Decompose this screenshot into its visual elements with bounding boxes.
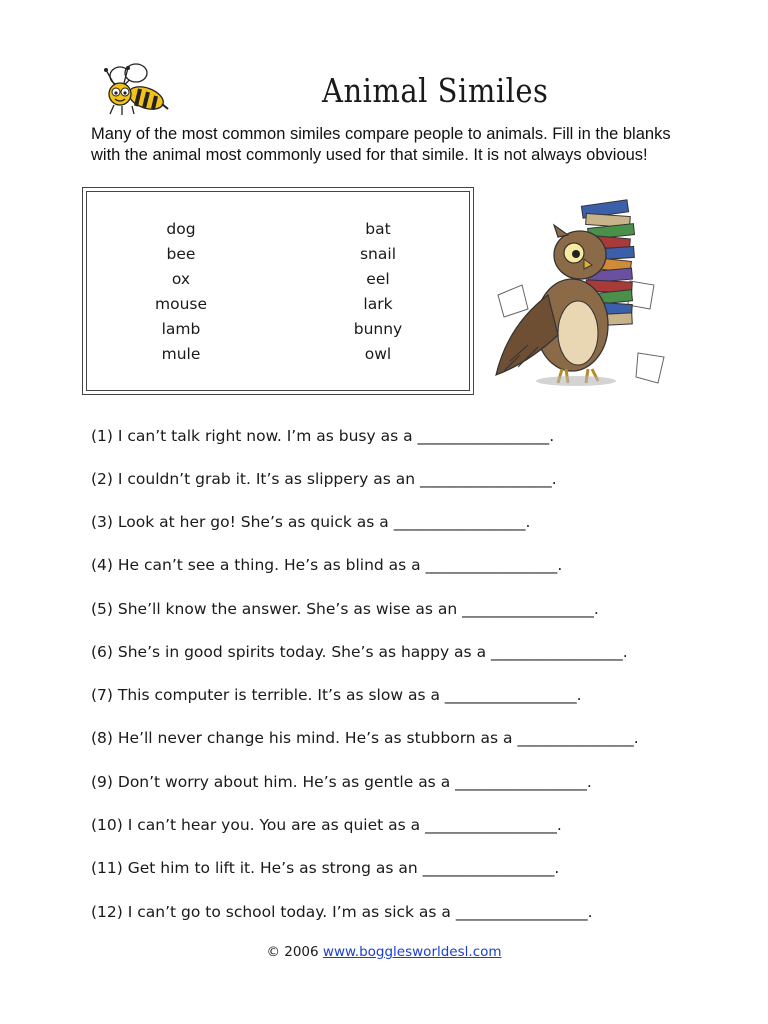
owl-with-books-illustration [488, 185, 672, 395]
copyright-text: © 2006 [266, 944, 319, 960]
word-bank-column-2 [338, 217, 418, 367]
exercise-item: (11) Get him to lift it. He’s as strong as an _________________. [91, 859, 560, 877]
word-bank-item: dog [166, 220, 196, 238]
word-bank-item: eel [366, 270, 390, 288]
instructions-text: Many of the most common similes compare people to animals. Fill in the blanks with the animal most commonly used for that simile. It is not always obvious! [91, 125, 671, 164]
exercise-item: (5) She’ll know the answer. She’s as wise as an _________________. [91, 600, 599, 618]
bee-icon [98, 62, 170, 118]
exercise-item: (2) I couldn’t grab it. It’s as slippery as an _________________. [91, 470, 557, 488]
word-bank-item: bunny [353, 320, 403, 338]
word-bank [82, 187, 474, 395]
exercise-item: (9) Don’t worry about him. He’s as gentle as a _________________. [91, 773, 592, 791]
word-bank-item: lark [363, 295, 393, 313]
website-link[interactable]: www.bogglesworldesl.com [322, 944, 502, 960]
exercise-item: (4) He can’t see a thing. He’s as blind as a _________________. [91, 556, 563, 574]
word-bank-item: bee [166, 245, 196, 263]
footer [0, 944, 768, 960]
exercise-item: (10) I can’t hear you. You are as quiet as a _________________. [91, 816, 562, 834]
word-bank-item: mule [161, 345, 201, 363]
word-bank-item: lamb [161, 320, 201, 338]
exercise-item: (8) He’ll never change his mind. He’s as stubborn as a _______________. [91, 729, 639, 747]
word-bank-item: owl [364, 345, 392, 363]
word-bank-column-1 [141, 217, 221, 367]
word-bank-item: ox [171, 270, 191, 288]
word-bank-item: mouse [154, 295, 208, 313]
word-bank-item: bat [365, 220, 391, 238]
exercise-item: (12) I can’t go to school today. I’m as sick as a _________________. [91, 903, 593, 921]
word-bank-item: snail [359, 245, 396, 263]
page-title: Animal Similes [322, 72, 549, 111]
exercise-item: (6) She’s in good spirits today. She’s as happy as a _________________. [91, 643, 628, 661]
exercise-item: (3) Look at her go! She’s as quick as a _________________. [91, 513, 531, 531]
exercise-item: (1) I can’t talk right now. I’m as busy as a _________________. [91, 427, 555, 445]
exercise-item: (7) This computer is terrible. It’s as slow as a _________________. [91, 686, 582, 704]
